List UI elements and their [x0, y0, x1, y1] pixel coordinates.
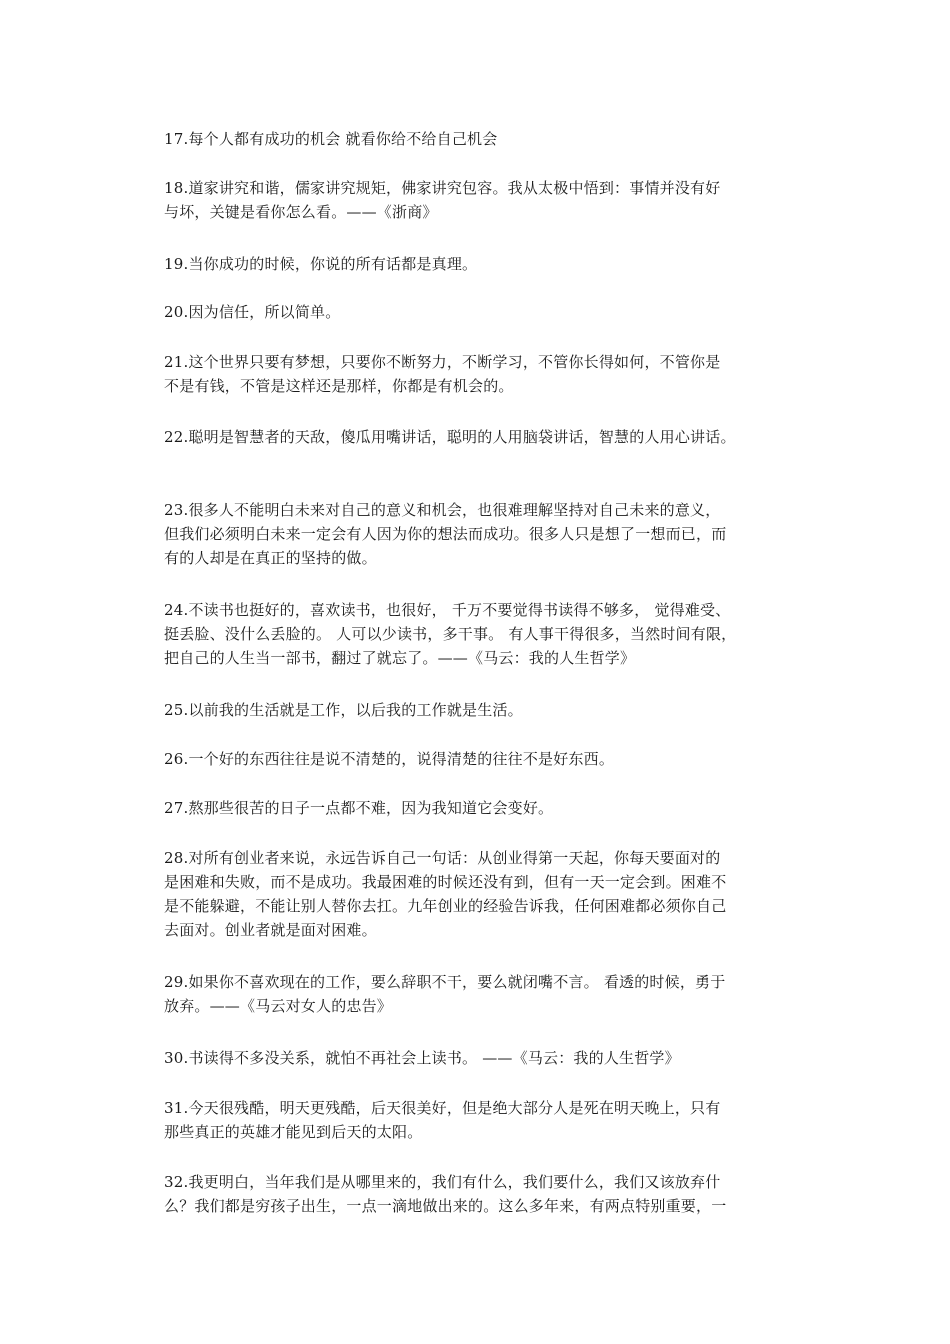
- quote-26: [164, 747, 794, 771]
- quote-line: 是困难和失败，而不是成功。我最困难的时候还没有到，但有一天一定会到。困难不: [164, 873, 727, 891]
- quote-line: 22.聪明是智慧者的天敌，傻瓜用嘴讲话，聪明的人用脑袋讲话，智慧的人用心讲话。: [164, 428, 736, 446]
- quote-28: [164, 846, 794, 942]
- quote-line: 23.很多人不能明白未来对自己的意义和机会，也很难理解坚持对自己未来的意义，: [164, 501, 721, 519]
- quote-line: 17.每个人都有成功的机会 就看你给不给自己机会: [164, 130, 498, 148]
- quote-line: 29.如果你不喜欢现在的工作，要么辞职不干，要么就闭嘴不言。 看透的时候，勇于: [164, 973, 726, 991]
- quote-line: 18.道家讲究和谐，儒家讲究规矩，佛家讲究包容。我从太极中悟到：事情并没有好: [164, 179, 721, 197]
- quote-line: 放弃。——《马云对女人的忠告》: [164, 997, 393, 1015]
- quote-18: [164, 176, 794, 224]
- quote-line: 去面对。创业者就是面对困难。: [164, 921, 377, 939]
- quote-25: [164, 698, 794, 722]
- quote-24: [164, 598, 794, 670]
- quote-line: 31.今天很残酷，明天更残酷，后天很美好，但是绝大部分人是死在明天晚上，只有: [164, 1099, 721, 1117]
- quote-line: 不是有钱，不管是这样还是那样，你都是有机会的。: [164, 377, 514, 395]
- quote-30: [164, 1046, 794, 1070]
- quote-line: 21.这个世界只要有梦想，只要你不断努力，不断学习，不管你长得如何，不管你是: [164, 353, 721, 371]
- quote-line: 32.我更明白，当年我们是从哪里来的，我们有什么，我们要什么，我们又该放弃什: [164, 1173, 721, 1191]
- quote-line: 但我们必须明白未来一定会有人因为你的想法而成功。很多人只是想了一想而已，而: [164, 525, 727, 543]
- quote-line: 把自己的人生当一部书，翻过了就忘了。——《马云：我的人生哲学》: [164, 649, 636, 667]
- quote-20: [164, 300, 794, 324]
- quote-17: [164, 127, 794, 151]
- quote-21: [164, 350, 794, 398]
- quote-line: 挺丢脸、没什么丢脸的。 人可以少读书，多干事。 有人事干得很多，当然时间有限，: [164, 625, 737, 643]
- quote-line: 与坏，关键是看你怎么看。——《浙商》: [164, 203, 438, 221]
- quote-line: 19.当你成功的时候，你说的所有话都是真理。: [164, 255, 478, 273]
- quote-line: 26.一个好的东西往往是说不清楚的，说得清楚的往往不是好东西。: [164, 750, 615, 768]
- quote-line: 有的人却是在真正的坚持的做。: [164, 549, 377, 567]
- quote-line: 24.不读书也挺好的，喜欢读书，也很好， 千万不要觉得书读得不够多， 觉得难受、: [164, 601, 731, 619]
- quote-23: [164, 498, 794, 570]
- quote-29: [164, 970, 794, 1018]
- quote-line: 30.书读得不多没关系，就怕不再社会上读书。 ——《马云：我的人生哲学》: [164, 1049, 680, 1067]
- quote-27: [164, 796, 794, 820]
- quote-line: 么？我们都是穷孩子出生，一点一滴地做出来的。这么多年来，有两点特别重要，一: [164, 1197, 727, 1215]
- quote-line: 20.因为信任，所以简单。: [164, 303, 341, 321]
- quote-32: [164, 1170, 794, 1218]
- quote-line: 是不能躲避，不能让别人替你去扛。九年创业的经验告诉我，任何困难都必须你自己: [164, 897, 727, 915]
- quote-19: [164, 252, 794, 276]
- quote-line: 28.对所有创业者来说，永远告诉自己一句话：从创业得第一天起，你每天要面对的: [164, 849, 721, 867]
- quote-line: 27.熬那些很苦的日子一点都不难，因为我知道它会变好。: [164, 799, 554, 817]
- quote-line: 25.以前我的生活就是工作，以后我的工作就是生活。: [164, 701, 523, 719]
- quote-line: 那些真正的英雄才能见到后天的太阳。: [164, 1123, 423, 1141]
- quote-22: [164, 425, 794, 449]
- quote-31: [164, 1096, 794, 1144]
